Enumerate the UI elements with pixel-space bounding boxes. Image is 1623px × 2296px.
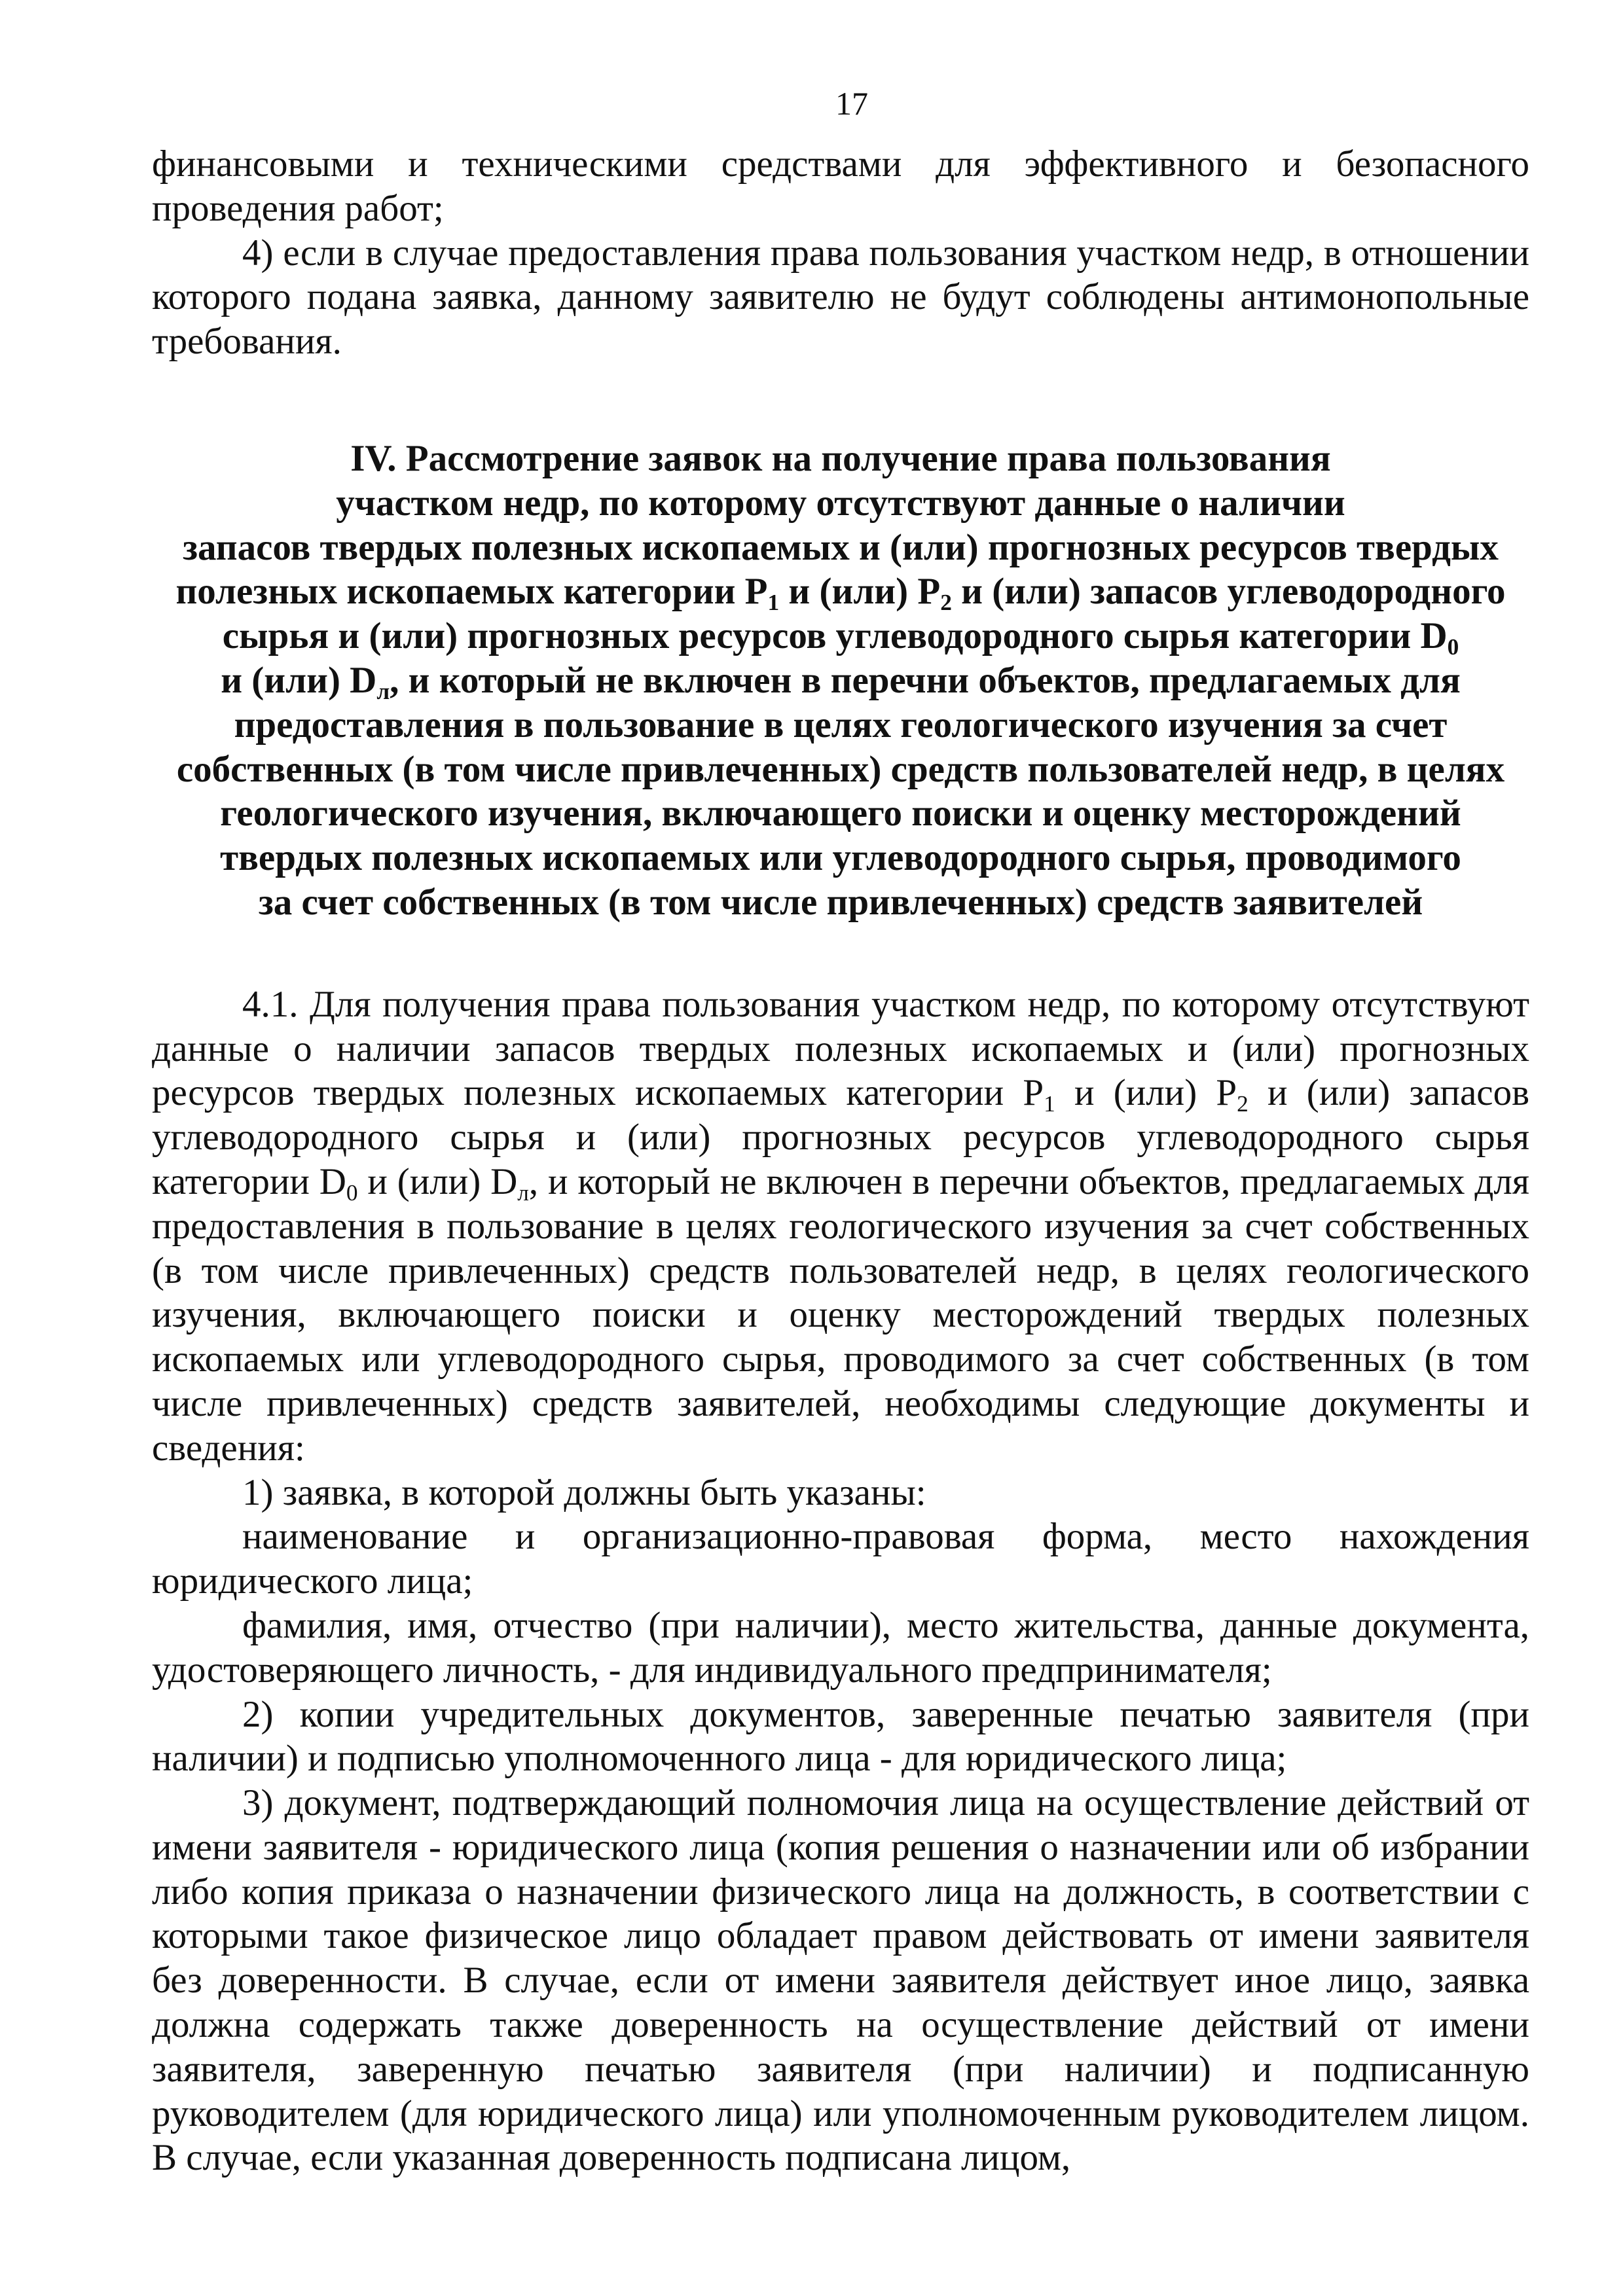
- heading-text: полезных ископаемых категории P: [175, 571, 768, 613]
- subscript: 2: [1237, 1091, 1249, 1117]
- list-item-4: 4) если в случае предоставления права пользования участком недр, в отношении которого подана заявка, данному заявителю не будут соблюдены антимонопольные требования.: [152, 232, 1529, 363]
- heading-text: и (или) P: [779, 571, 941, 613]
- spacer: [152, 364, 1529, 437]
- text-run: , и который не включен в перечни объектов, предлагаемых для предоставления в пользование в целях геологического изучения за счет собственных (в том числе привлеченных) средств пользователей недр, в целях геологического изучения, включающего поиски и оценку месторождений твердых полезных ископаемых или углеводородного сырья, проводимого за счет собственных (в том числе привлеченных) средств заявителей, необходимы следующие документы и сведения:: [152, 1160, 1529, 1469]
- heading-line: [152, 569, 1529, 614]
- list-item-2: 2) копии учредительных документов, заверенные печатью заявителя (при наличии) и подписью уполномоченного лица - для юридического лица;: [152, 1693, 1529, 1780]
- heading-line: [152, 658, 1529, 703]
- text-run: 4.1. Для получения права пользования участком недр, по которому отсутствуют данные о наличии запасов твердых полезных ископаемых и (или) прогнозных ресурсов твердых полезных ископаемых категории P: [152, 983, 1529, 1114]
- list-item-1: 1) заявка, в которой должны быть указаны:: [242, 1471, 926, 1513]
- text-run: и (или) D: [357, 1160, 518, 1202]
- heading-line: запасов твердых полезных ископаемых и (или) прогнозных ресурсов твердых: [183, 526, 1499, 568]
- text-run: и (или) запасов углеводородного сырья и (или) прогнозных ресурсов углеводородного сырья категории D: [152, 1072, 1529, 1202]
- heading-line: предоставления в пользование в целях геологического изучения за счет: [234, 704, 1448, 745]
- heading-line: IV. Рассмотрение заявок на получение права пользования: [350, 437, 1331, 479]
- document-body: [152, 142, 1529, 2180]
- heading-text: сырья и (или) прогнозных ресурсов углеводородного сырья категории D: [222, 615, 1448, 657]
- heading-text: , и который не включен в перечни объектов, предлагаемых для: [390, 659, 1461, 701]
- heading-line: твердых полезных ископаемых или углеводородного сырья, проводимого: [220, 837, 1461, 879]
- list-item-3: 3) документ, подтверждающий полномочия лица на осуществление действий от имени заявителя - юридического лица (копия решения о назначении или об избрании либо копия приказа о назначении физического лица на должность, в соответствии с которыми такое физическое лицо обладает правом действовать от имени заявителя без доверенности. В случае, если от имени заявителя действует иное лицо, заявка должна содержать также доверенность на осуществление действий от имени заявителя, заверенную печатью заявителя (при наличии) и подписанную руководителем (для юридического лица) или уполномоченным руководителем лицом. В случае, если указанная доверенность подписана лицом,: [152, 1782, 1529, 2179]
- subscript: л: [517, 1179, 529, 1206]
- subscript: 1: [1044, 1091, 1055, 1117]
- subscript: 0: [1447, 634, 1459, 660]
- paragraph-4-1: [152, 982, 1529, 1471]
- heading-line: [152, 614, 1529, 658]
- heading-line: за счет собственных (в том числе привлеченных) средств заявителей: [258, 881, 1423, 923]
- text-run: и (или) P: [1055, 1072, 1237, 1114]
- list-subitem: фамилия, имя, отчество (при наличии), место жительства, данные документа, удостоверяющего личность, - для индивидуального предпринимателя;: [152, 1604, 1529, 1691]
- subscript: 1: [767, 590, 780, 616]
- subscript: 0: [346, 1179, 358, 1206]
- heading-line: собственных (в том числе привлеченных) средств пользователей недр, в целях: [176, 748, 1505, 790]
- heading-text: и (или) D: [221, 659, 377, 701]
- paragraph-continuation: финансовыми и техническими средствами для эффективного и безопасного проведения работ;: [152, 143, 1529, 229]
- subscript: л: [376, 678, 390, 704]
- list-subitem: наименование и организационно-правовая форма, место нахождения юридического лица;: [152, 1516, 1529, 1602]
- spacer: [152, 925, 1529, 982]
- heading-line: геологического изучения, включающего поиски и оценку месторождений: [220, 793, 1461, 834]
- page-number: 17: [835, 85, 868, 122]
- heading-line: участком недр, по которому отсутствуют данные о наличии: [336, 482, 1345, 524]
- section-heading: [152, 437, 1529, 925]
- subscript: 2: [940, 590, 952, 616]
- heading-text: и (или) запасов углеводородного: [951, 571, 1506, 613]
